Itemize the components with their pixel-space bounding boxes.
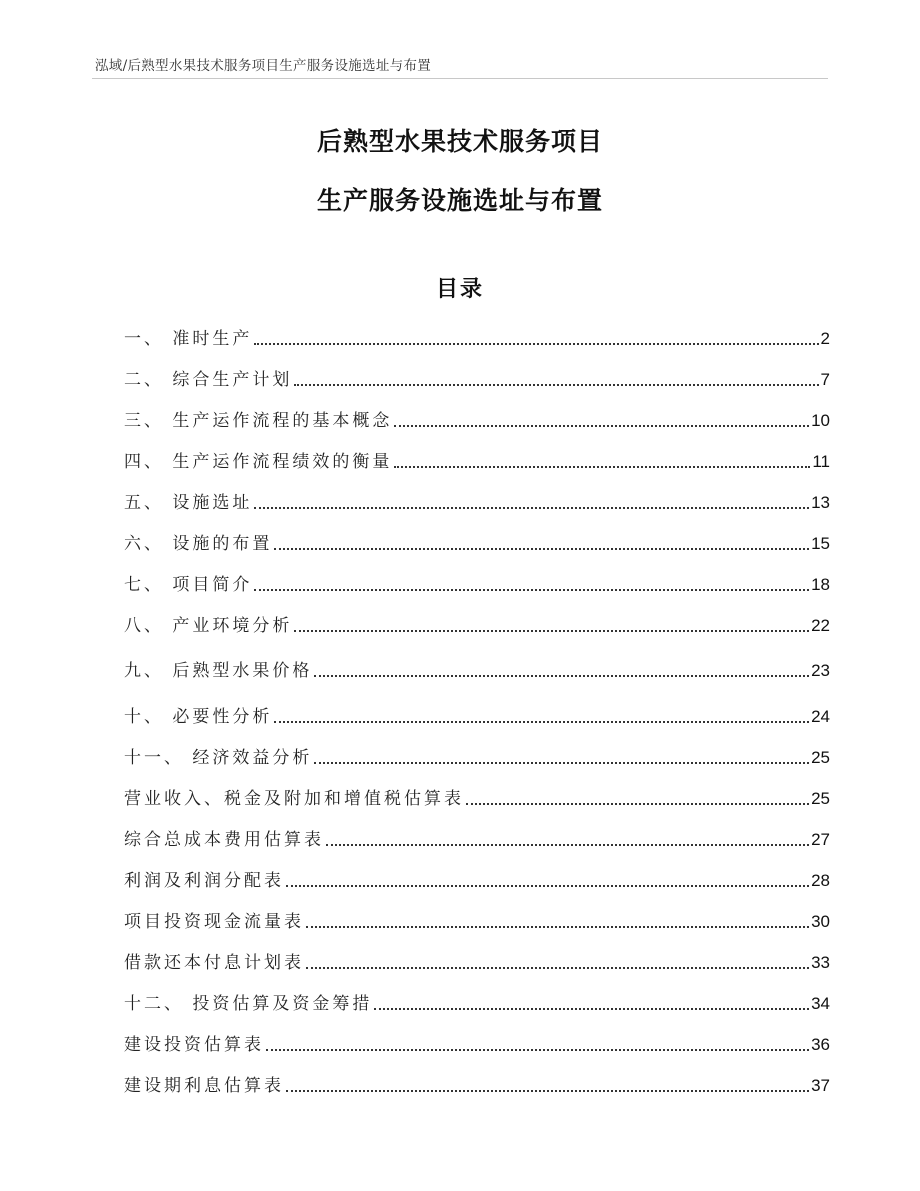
toc-entry[interactable]	[124, 402, 830, 432]
toc-leader-dots	[266, 1049, 809, 1051]
running-header: 泓域/后熟型水果技术服务项目生产服务设施选址与布置	[95, 58, 432, 74]
toc-leader-dots	[306, 926, 809, 928]
toc-entry[interactable]	[124, 525, 830, 555]
toc-entry-page: 10	[811, 411, 830, 430]
toc-entry[interactable]	[124, 780, 830, 810]
toc-leader-dots	[286, 1090, 809, 1092]
document-title-line-2: 生产服务设施选址与布置	[316, 186, 603, 215]
toc-leader-dots	[274, 548, 809, 550]
toc-entry[interactable]	[124, 821, 830, 851]
document-title-line-1: 后熟型水果技术服务项目	[316, 127, 603, 156]
toc-entry-page: 23	[811, 661, 830, 680]
toc-leader-dots	[286, 885, 809, 887]
toc-entry-page: 13	[811, 493, 830, 512]
toc-entry[interactable]	[124, 652, 830, 682]
toc-leader-dots	[314, 675, 809, 677]
toc-entry-label: 综合总成本费用估算表	[124, 830, 324, 850]
toc-entry-label: 十二、 投资估算及资金筹措	[124, 994, 373, 1014]
toc-entry-label: 十一、 经济效益分析	[124, 748, 313, 768]
toc-entry[interactable]	[124, 944, 830, 974]
toc-entry-page: 11	[812, 452, 830, 471]
toc-leader-dots	[394, 425, 809, 427]
toc-entry-label: 营业收入、税金及附加和增值税估算表	[124, 789, 464, 809]
toc-leader-dots	[374, 1008, 809, 1010]
toc-entry[interactable]	[124, 903, 830, 933]
toc-heading: 目录	[435, 277, 484, 302]
toc-entry-label: 二、 综合生产计划	[124, 370, 293, 390]
toc-entry[interactable]	[124, 443, 830, 473]
toc-entry-page: 18	[811, 575, 830, 594]
toc-leader-dots	[274, 721, 809, 723]
toc-leader-dots	[254, 343, 818, 345]
toc-entry-label: 九、 后熟型水果价格	[124, 661, 313, 681]
toc-entry-label: 一、 准时生产	[124, 329, 253, 349]
toc-entry-label: 五、 设施选址	[124, 493, 253, 513]
toc-entry-label: 十、 必要性分析	[124, 707, 273, 727]
toc-entry-label: 建设期利息估算表	[124, 1076, 284, 1096]
toc-entry-page: 36	[811, 1035, 830, 1054]
toc-entry[interactable]	[124, 985, 830, 1015]
toc-leader-dots	[314, 762, 809, 764]
toc-leader-dots	[294, 630, 809, 632]
toc-entry-page: 30	[811, 912, 830, 931]
header-divider	[92, 78, 828, 79]
toc-leader-dots	[294, 384, 818, 386]
toc-entry[interactable]	[124, 484, 830, 514]
toc-entry-page: 33	[811, 953, 830, 972]
toc-entry-page: 27	[811, 830, 830, 849]
toc-leader-dots	[254, 507, 809, 509]
toc-entry-page: 25	[811, 789, 830, 808]
toc-entry-page: 7	[820, 370, 830, 389]
toc-entry[interactable]	[124, 361, 830, 391]
toc-entry[interactable]	[124, 698, 830, 728]
toc-entry-page: 15	[811, 534, 830, 553]
toc-entry-label: 四、 生产运作流程绩效的衡量	[124, 452, 393, 472]
toc-leader-dots	[254, 589, 809, 591]
toc-entry[interactable]	[124, 1026, 830, 1056]
toc-entry[interactable]	[124, 739, 830, 769]
toc-entry-page: 25	[811, 748, 830, 767]
toc-entry-label: 建设投资估算表	[124, 1035, 264, 1055]
toc-entry-page: 2	[820, 329, 830, 348]
toc-entry-label: 三、 生产运作流程的基本概念	[124, 411, 393, 431]
toc-entry[interactable]	[124, 862, 830, 892]
toc-entry[interactable]	[124, 607, 830, 637]
toc-entry-page: 34	[811, 994, 830, 1013]
toc-leader-dots	[306, 967, 809, 969]
toc-leader-dots	[326, 844, 809, 846]
toc-entry-page: 24	[811, 707, 830, 726]
toc-entry-page: 22	[811, 616, 830, 635]
toc-entry[interactable]	[124, 566, 830, 596]
toc-entry-label: 七、 项目简介	[124, 575, 253, 595]
toc-leader-dots	[394, 466, 810, 468]
toc-entry-label: 项目投资现金流量表	[124, 912, 304, 932]
toc-entry-label: 借款还本付息计划表	[124, 953, 304, 973]
toc-entry-page: 28	[811, 871, 830, 890]
toc-entry-label: 六、 设施的布置	[124, 534, 273, 554]
toc-entry[interactable]	[124, 1067, 830, 1097]
toc-entry[interactable]	[124, 320, 830, 350]
toc-entry-label: 利润及利润分配表	[124, 871, 284, 891]
toc-entry-label: 八、 产业环境分析	[124, 616, 293, 636]
toc-leader-dots	[466, 803, 809, 805]
toc-entry-page: 37	[811, 1076, 830, 1095]
